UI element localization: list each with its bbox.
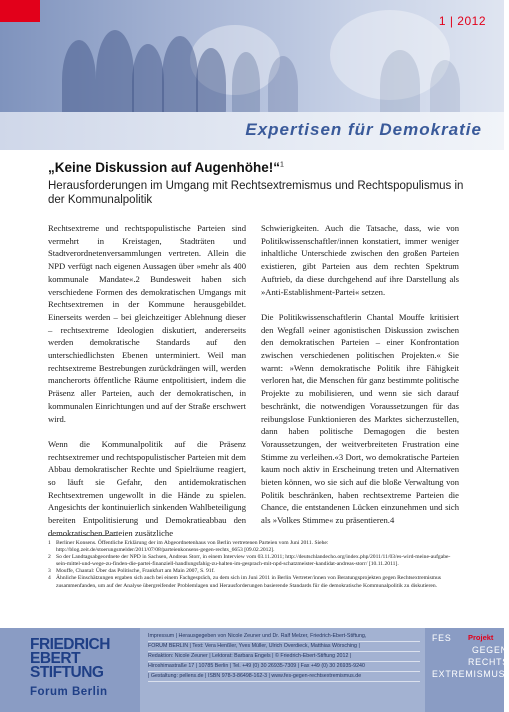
footnote-text: So der Landtagsabgeordnete der NPD in Sachsen, Andreas Storr, in einem Interview vom 03.11.2011; http://deutschlandecho.org/index.php/2011/11/03/es-wird-meine-aufgabe-sein-mittel-und-wege-zu-finden-die-partei-finanziell-handlungsfahig-zu-halten-im-gesprach-mit-npd-schatzmeister-kandidat-andreas-storr/ [10.11.2011]. — [56, 554, 451, 568]
title-footnote-ref: 1 — [280, 161, 284, 169]
imprint-line: Impressum | Herausgegeben von Nicole Zeuner und Dr. Ralf Melzer, Friedrich-Ebert-Stiftung, — [148, 632, 420, 642]
footnote-text: Ähnliche Einschätzungen ergaben sich auch bei einem Fachgespräch, zu dem sich im Juni 2011 in Berlin Vertreter/innen von Beratungsprojekten gegen Rechtsextremismus zusammenfanden, um auf der Analyse übergreifender Problemlagen und Herausforderungen basierende Standards für die demokratische Kommunalpolitik zu diskutieren. — [56, 575, 441, 589]
footnote-number: 3 — [48, 568, 51, 575]
footnotes — [48, 540, 460, 590]
footnote-text: Mouffe, Chantal: Über das Politische, Frankfurt am Main 2007, S. 91f. — [56, 568, 215, 575]
imprint-line: FORUM BERLIN | Text: Vera Henßler, Yves Müller, Ulrich Overdieck, Matthias Wörsching | — [148, 642, 420, 652]
fes-label: FES — [432, 633, 452, 643]
article-subtitle: Herausforderungen im Umgang mit Rechtsextremismus und Rechtspopulismus in der Kommunalpolitik — [48, 180, 464, 206]
paragraph: Die Politikwissenschaftlerin Chantal Mouffe kritisiert den Wegfall »einer agonistischen Diskussion zwischen den demokratischen Parteien – einer Konfrontation zwischen verschiedenen politischen Projekten.« Sie warnt: »Wenn demokratische Politik ihre Fähigkeit verloren hat, die Menschen für ganz bestimmte politische Projekte zu mobilisieren, und wenn sie sich darauf beschränkt, die notwendigen Voraussetzungen für das reibungslose Funktionieren des Marktes sicherzustellen, dann haben politische Demagogen die besten Voraussetzungen, der weitverbreiteten Frustration eine Stimme zu verleihen.«3 Dort, wo demokratische Parteien kaum noch aktiv in Erscheinung treten und Alternativen bieten können, wo sie sich auf die bloße Verwaltung von Politik beschränken, haben rechtsextreme Parteien die Chance, die entstandenen Lücken einzunehmen und sich als »Volkes Stimme« zu präsentieren.4 — [261, 311, 459, 526]
paragraph: Schwierigkeiten. Auch die Tatsache, dass, wie von Politikwissenschaftler/innen konstatiert, immer weniger inhaltliche Unterschiede zwischen den großen Parteien existieren, gibt Parteien aus dem rechten Spektrum Auftrieb, da diese durchgehend auf ihre Darstellung als »Anti-Establishment-Partei« setzen. — [261, 223, 459, 297]
footnote-number: 2 — [48, 554, 51, 561]
imprint-line: | Gestaltung: pellens.de | ISBN 978-3-86498-162-3 | www.fes-gegen-rechtsextremismus.de — [148, 672, 420, 682]
left-column — [48, 222, 246, 552]
header-photo — [0, 0, 504, 112]
logo-line: FRIEDRICH — [30, 636, 110, 653]
footnote-divider — [48, 535, 118, 536]
imprint-line: Hiroshimastraße 17 | 10785 Berlin | Tel. +49 (0) 30 26935-7309 | Fax +49 (0) 30 26935-9240 — [148, 662, 420, 672]
gegen-label: GEGEN — [472, 645, 508, 655]
rechts-label: RECHTS — [468, 657, 509, 667]
logo-line: STIFTUNG — [30, 664, 104, 681]
article-title — [48, 160, 468, 175]
footnote-text: Berliner Konsens. Öffentliche Erklärung der im Abgeordnetenhaus von Berlin vertretenen Parteien vom Juni 2011. Siehe: http://blog.zeit.de/stoerungsmelder/2011/07/08/parteienkonsens-gegen-rechts_6653 [09.02.2012]. — [56, 540, 329, 554]
paragraph: Rechtsextreme und rechtspopulistische Parteien sind vermehrt in Kreistagen, Stadträten und Stadtverordnetenversammlungen vertreten. Allein die NPD verfügt nach eigenen Aussagen über »mehr als 400 kommunale Mandate«.2 Bundesweit haben sich verschiedene Formen des demokratischen Umgangs mit Rechtsextremen in der Kommune herausgebildet. Einerseits werden – bei gleichzeitiger Ablehnung dieser – rechtsextreme Ideologien diskutiert, andererseits werden demokratische Standards auf den unterschiedlichsten Ebenen unterminiert. Weil man rechtsextreme Bestrebungen zurückdrängen will, werden mancherorts öffentliche Räume entpolitisiert, indem die Präsenz aller Parteien, auch der demokratischen, in kommunalen Einrichtungen und auf der Straße erschwert wird. — [48, 223, 246, 424]
series-brand: Expertisen für Demokratie — [245, 120, 482, 139]
logo-forum: Forum Berlin — [30, 686, 108, 698]
footnote — [48, 540, 460, 554]
title-text: „Keine Diskussion auf Augenhöhe!“ — [48, 160, 281, 175]
issue-number: 1 | 2012 — [438, 14, 486, 28]
fes-logo — [30, 638, 130, 698]
projekt-label: Projekt — [468, 633, 494, 642]
footnote — [48, 554, 460, 568]
imprint-line: Redaktion: Nicole Zeuner | Lektorat: Barbara Engels | © Friedrich-Ebert-Stiftung 2012 | — [148, 652, 420, 662]
footnote-number: 1 — [48, 540, 51, 546]
right-column — [261, 222, 459, 540]
extremismus-label: EXTREMISMUS — [432, 669, 506, 679]
footnote — [48, 575, 460, 589]
logo-line: EBERT — [30, 650, 81, 667]
footnote-number: 4 — [48, 575, 51, 582]
paragraph: Wenn die Kommunalpolitik auf die Präsenz rechtsextremer und rechtspopulistischer Parteien mit dem Abbau demokratischer Rechte und Spielräume reagiert, so läuft sie Gefahr, den antidemokratischen Rechtsextremen ungewollt in die Hände zu spielen. Angesichts der kontinuierlich sinkenden Wahlbeteiligung bereiten Entpolitisierung und Demokratieabbau den demokratischen Parteien zusätzliche — [48, 438, 246, 538]
imprint — [148, 632, 420, 682]
red-corner-tab — [0, 0, 40, 22]
